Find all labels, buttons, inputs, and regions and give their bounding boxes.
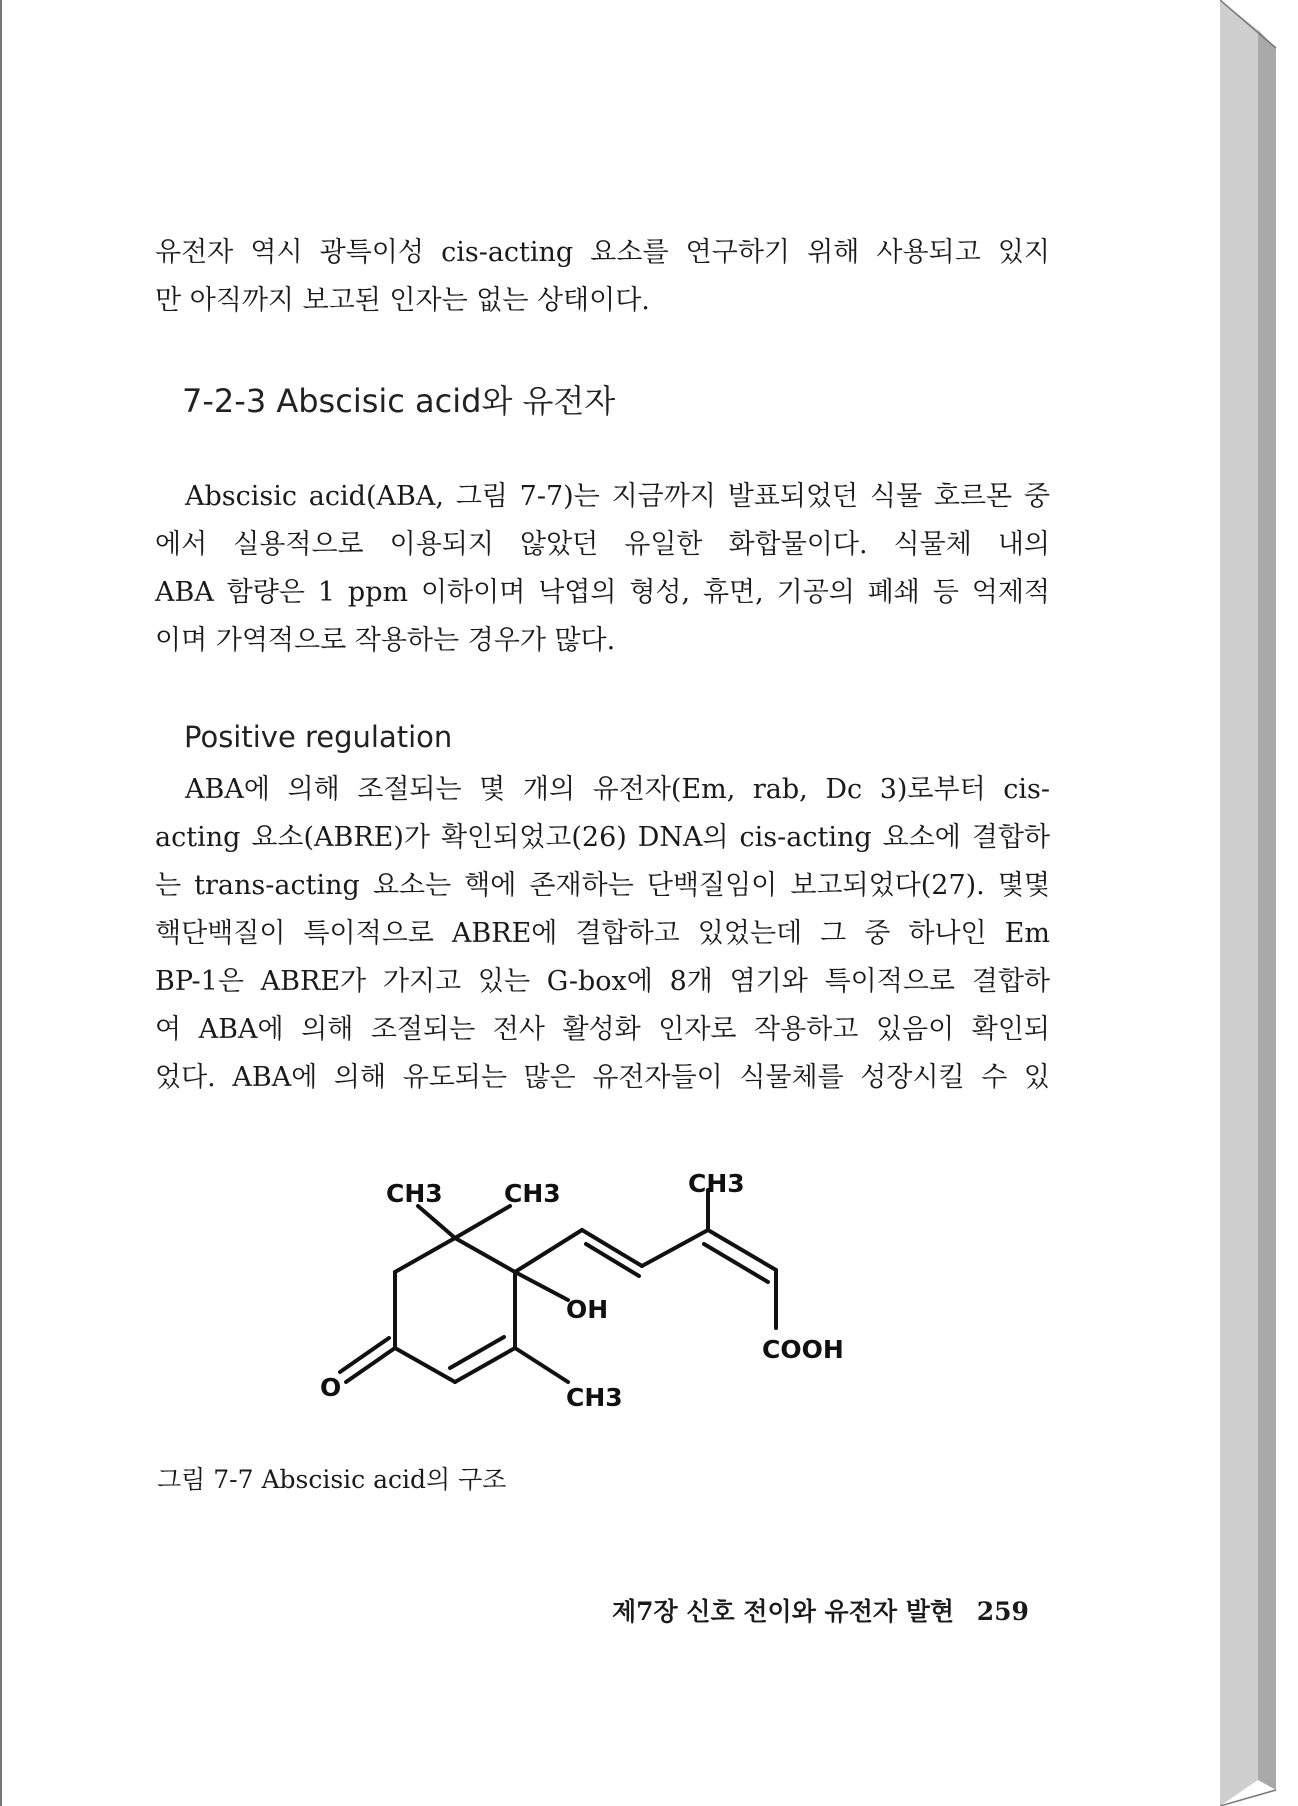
text-line: 이며 가역적으로 작용하는 경우가 많다. bbox=[155, 625, 616, 656]
text-line: 핵단백질이 특이적으로 ABRE에 결합하고 있었는데 그 중 하나인 Em bbox=[155, 918, 1050, 949]
subheading-positive-regulation: Positive regulation bbox=[184, 720, 453, 754]
text-line: 여 ABA에 의해 조절되는 전사 활성화 인자로 작용하고 있음이 확인되 bbox=[155, 1014, 1050, 1045]
bond bbox=[708, 1230, 776, 1270]
bond bbox=[455, 1238, 515, 1272]
carboxyl-label: COOH bbox=[762, 1335, 844, 1364]
bond bbox=[450, 1337, 504, 1368]
bond bbox=[515, 1230, 582, 1272]
text-line: 었다. ABA에 의해 유도되는 많은 유전자들이 식물체를 성장시킬 수 있 bbox=[155, 1062, 1050, 1093]
ch3-label: CH3 bbox=[688, 1169, 745, 1198]
bond bbox=[395, 1348, 455, 1382]
text-line: 만 아직까지 보고된 인자는 없는 상태이다. bbox=[155, 285, 650, 316]
bond bbox=[455, 1206, 510, 1238]
page-left-border bbox=[0, 0, 2, 1806]
chapter-title: 제7장 신호 전이와 유전자 발현 bbox=[612, 1597, 955, 1626]
text-line: acting 요소(ABRE)가 확인되었고(26) DNA의 cis-acting 요소에 결합하 bbox=[155, 822, 1050, 853]
bond bbox=[395, 1238, 455, 1272]
abscisic-acid-structure-figure bbox=[300, 1160, 880, 1430]
text-line: 유전자 역시 광특이성 cis-acting 요소를 연구하기 위해 사용되고 있지 bbox=[155, 237, 1050, 268]
text-line: 는 trans-acting 요소는 핵에 존재하는 단백질임이 보고되었다(27). 몇몇 bbox=[155, 870, 1050, 901]
section-heading: 7-2-3 Abscisic acid와 유전자 bbox=[182, 382, 616, 420]
page-edge-shading bbox=[1220, 0, 1298, 1806]
bond bbox=[704, 1244, 768, 1282]
bond bbox=[515, 1272, 568, 1300]
ch3-label: CH3 bbox=[504, 1179, 561, 1208]
hydroxyl-label: OH bbox=[566, 1295, 609, 1324]
ch3-label: CH3 bbox=[566, 1383, 623, 1412]
bond bbox=[418, 1206, 455, 1238]
text-line: BP-1은 ABRE가 가지고 있는 G-box에 8개 염기와 특이적으로 결합하 bbox=[155, 966, 1050, 997]
ch3-label: CH3 bbox=[386, 1179, 443, 1208]
text-line: ABA 함량은 1 ppm 이하이며 낙엽의 형성, 휴면, 기공의 폐쇄 등 억제적 bbox=[155, 577, 1050, 608]
bond bbox=[515, 1348, 568, 1382]
text-line: Abscisic acid(ABA, 그림 7-7)는 지금까지 발표되었던 식물 호르몬 중 bbox=[185, 481, 1050, 512]
text-line: 에서 실용적으로 이용되지 않았던 유일한 화합물이다. 식물체 내의 bbox=[155, 529, 1050, 560]
bond bbox=[455, 1348, 515, 1382]
paragraph-aba bbox=[155, 473, 1050, 665]
page-number: 259 bbox=[976, 1597, 1029, 1626]
figure-caption: 그림 7-7 Abscisic acid의 구조 bbox=[157, 1465, 507, 1494]
text-line: ABA에 의해 조절되는 몇 개의 유전자(Em, rab, Dc 3)로부터 cis- bbox=[185, 774, 1050, 805]
bond bbox=[642, 1230, 708, 1266]
paragraph-regulation bbox=[155, 766, 1050, 1102]
page-footer bbox=[612, 1592, 1029, 1628]
oxygen-label: O bbox=[320, 1373, 342, 1402]
paragraph-intro bbox=[155, 229, 1050, 325]
